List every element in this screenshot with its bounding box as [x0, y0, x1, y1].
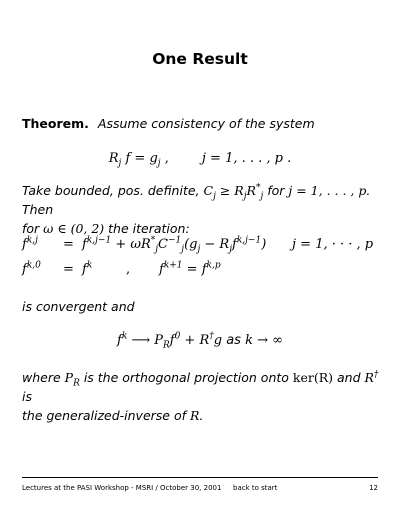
para3-projection: is the orthogonal projection onto	[79, 370, 293, 385]
iter-row1-f: f	[22, 237, 27, 252]
iter-row1-rhs-b-sup: *	[150, 235, 156, 246]
para3-p-sub: R	[73, 378, 80, 389]
para1-text-a: Take bounded, pos. definite,	[22, 183, 200, 198]
para3-ker: ker(R)	[292, 370, 334, 385]
iter-row1-rhs-g: )	[261, 237, 267, 252]
iter-row1-range: j = 1, · · · , p	[292, 237, 374, 252]
para1-range: j = 1, . . . , p	[288, 183, 367, 198]
para1-geq-r: ≥ R	[215, 183, 244, 198]
eq-system-g-sub: j	[157, 158, 161, 169]
iter-row1-rhs	[82, 235, 267, 255]
iter-row2-b: f	[159, 262, 164, 277]
iter-row2-update	[159, 262, 221, 277]
para1-r2: R	[246, 183, 256, 198]
iter-row1-rhs-b-sub: j	[155, 244, 159, 255]
iter-row1-rhs-f: f	[232, 237, 237, 252]
eq3-f: f	[117, 333, 122, 348]
footer-divider	[22, 477, 378, 478]
iter-row2-f-sup: k,0	[26, 260, 41, 271]
paragraph-where	[22, 368, 382, 425]
eq3-g: g	[213, 333, 223, 348]
para1-iteration: the iteration:	[104, 221, 190, 236]
eq3-plus-r: + R	[180, 333, 210, 348]
slide-title: One Result	[152, 50, 248, 68]
theorem-label: Theorem.	[22, 116, 89, 131]
eq-system-range: j = 1, . . . , p .	[201, 151, 292, 166]
iter-row1-rhs-d: (g	[184, 237, 198, 252]
para3-period: .	[199, 408, 204, 423]
theorem-text: Assume consistency of the system	[97, 116, 315, 131]
iter-row2-rhs-sup: k	[86, 260, 93, 271]
iter-row1-rhs-a: f	[82, 237, 87, 252]
eq3-f0: f	[169, 333, 175, 348]
equation-limit	[0, 331, 400, 351]
iter-row2-f: f	[22, 262, 27, 277]
eq-system-r-sub: j	[118, 158, 122, 169]
eq3-limit: k → ∞	[245, 333, 283, 348]
eq3-f0-sup: 0	[174, 331, 181, 342]
para1-r2-sub: j	[260, 191, 264, 202]
para1-for: for	[263, 183, 289, 198]
para3-where: where	[22, 370, 65, 385]
iter-row1-rhs-a-sup: k,j−1	[86, 235, 112, 246]
back-to-start-link[interactable]: back to start	[233, 484, 278, 492]
para1-then: . Then	[22, 183, 371, 217]
paragraph-convergent: is convergent and	[22, 299, 135, 314]
para3-p: P	[64, 370, 74, 385]
eq-system-r: R	[108, 151, 119, 166]
iter-row1-rhs-e: − R	[200, 237, 230, 252]
iter-row2-eq: =	[63, 262, 74, 277]
para1-line2-for: for	[22, 221, 44, 236]
para1-r-sub: j	[243, 191, 247, 202]
paragraph-assumption	[22, 181, 382, 238]
eq-system-g: g	[149, 151, 158, 166]
eq3-arrow-p: ⟶ P	[127, 333, 163, 348]
eq-system-f: f	[125, 151, 131, 166]
para3-and: and	[333, 370, 365, 385]
para1-c-sub: j	[213, 191, 216, 202]
page-number: 12	[369, 484, 378, 492]
eq3-p-sub: R	[162, 340, 170, 351]
iter-row1-rhs-e-sub: j	[229, 244, 233, 255]
iter-row1-rhs-b: + ωR	[111, 237, 151, 252]
iter-row1-lhs	[22, 237, 38, 252]
eq3-f-sup: k	[121, 331, 128, 342]
iter-row1-rhs-d-sub: j	[197, 244, 201, 255]
eq-system-comma: ,	[160, 151, 169, 166]
iter-row2-b-sup: k+1	[163, 260, 183, 271]
iter-row2-c-sup: k,p	[206, 260, 221, 271]
iter-row2-rhs-f: f	[82, 262, 87, 277]
iter-row1-rhs-c: C	[158, 237, 168, 252]
iter-row1-eq: =	[63, 237, 74, 252]
para1-c: C	[203, 183, 214, 198]
para3-generalized: the generalized-inverse of	[22, 408, 190, 423]
para3-r-sup: †	[373, 369, 379, 380]
iter-row2-comma: ,	[126, 262, 131, 277]
para3-is: is	[22, 389, 32, 404]
para3-r2: R	[190, 408, 200, 423]
iter-row2-c: = f	[182, 262, 207, 277]
para1-r2-sup: *	[255, 182, 261, 193]
iter-row1-f-sup: k,j	[26, 235, 38, 246]
theorem-statement	[22, 116, 315, 131]
iter-row1-rhs-c-sup: −1	[167, 235, 182, 246]
para1-omega: ω ∈ (0, 2)	[43, 221, 105, 236]
eq3-r-sup: †	[209, 331, 214, 342]
iter-row1-rhs-c-sub: j	[181, 244, 185, 255]
equation-system	[0, 151, 400, 169]
footer-lecture-info: Lectures at the PASI Workshop - MSRI / October 30, 2001	[22, 484, 222, 492]
eq-system-eq: =	[130, 151, 150, 166]
para3-r: R	[364, 370, 374, 385]
eq3-as: as	[222, 333, 246, 348]
iter-row1-rhs-f-sup: k,j−1	[236, 235, 262, 246]
iter-row2-lhs	[22, 262, 41, 277]
iter-row2-rhs	[82, 262, 92, 277]
